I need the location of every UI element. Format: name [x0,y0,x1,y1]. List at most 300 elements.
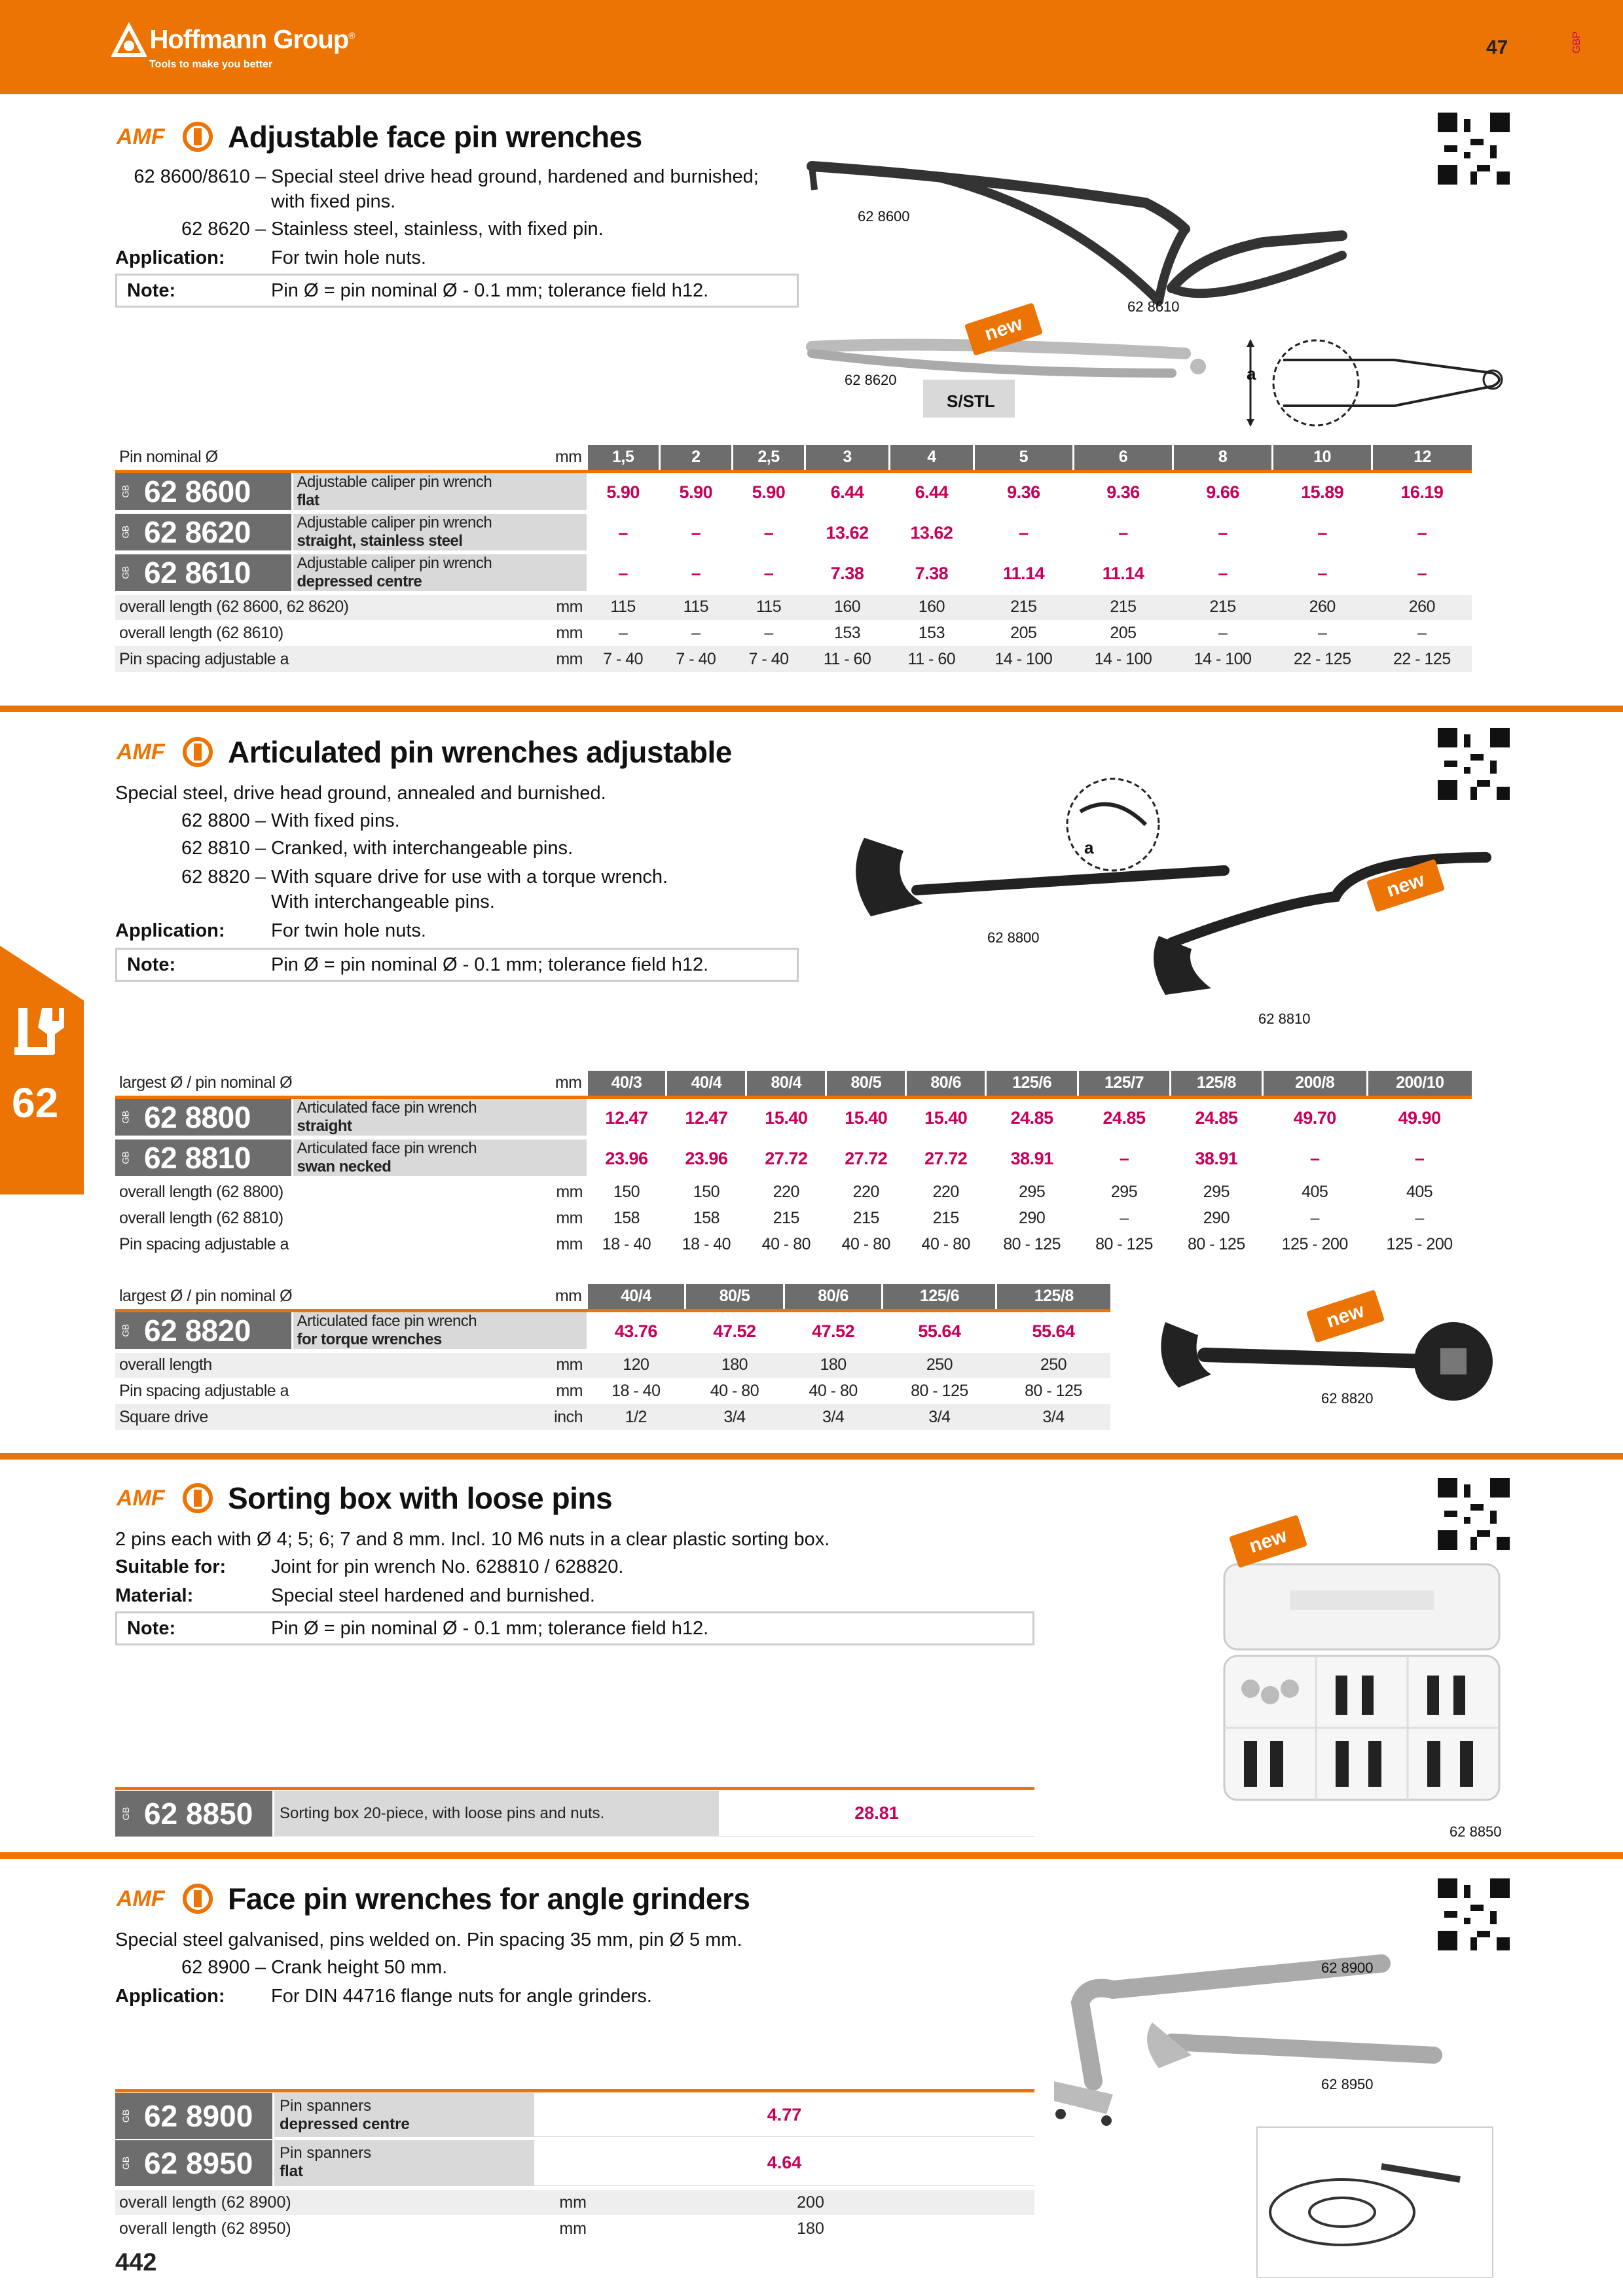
price: 27.72 [906,1138,986,1179]
spec-value: 80 - 125 [1025,1381,1082,1400]
spec-row [115,1404,1110,1430]
col-header: 200/10 [1367,1071,1472,1097]
application-text: For twin hole nuts. [271,920,426,941]
product-row [115,512,1472,553]
spec-value: 290 [1203,1208,1230,1227]
caption: 62 8850 [1450,1823,1502,1840]
col-header: 125/6 [986,1071,1078,1097]
line-num: 62 8800 – [181,810,266,831]
spec-label: Pin spacing adjustable a [115,646,534,672]
intro-text: Special steel galvanised, pins welded on. Pin spacing 35 mm, pin Ø 5 mm. [115,1929,742,1950]
line-text: Crank height 50 mm. [271,1957,448,1978]
spec-row [115,2190,1034,2215]
application-label: Application: [115,1986,225,2007]
intro-text: Special steel, drive head ground, annealed and burnished. [115,783,606,804]
brand-tagline: Tools to make you better [149,59,273,70]
col-header: 80/5 [685,1284,784,1310]
price: – [732,512,805,553]
spec-value: 115 [659,594,732,620]
col-header: 125/7 [1078,1071,1171,1097]
line-text: Cranked, with interchangeable pins. [271,838,574,859]
spec-value: 180 [784,1352,883,1378]
price: – [1173,553,1273,594]
line-text: With interchangeable pins. [271,891,495,912]
spec-value: 250 [883,1352,996,1378]
caption: 62 8600 [858,208,910,224]
header-bar [0,0,1623,94]
spec-value: 125 - 200 [1386,1234,1453,1253]
spec-value: 120 [587,1352,685,1378]
note-text: Pin Ø = pin nominal Ø - 0.1 mm; tolerance field h12. [271,280,709,301]
spec-unit: mm [556,1208,583,1227]
note-label: Note: [127,280,176,301]
price: 28.81 [854,1803,899,1823]
price: 38.91 [986,1138,1078,1179]
spec-value: 115 [587,594,659,620]
price: – [1273,553,1372,594]
section-title: Articulated pin wrenches adjustable [228,735,732,769]
price: – [587,512,659,553]
spec-value: – [1415,1208,1424,1227]
price: 24.85 [1170,1097,1262,1138]
brand-name: Hoffmann Group [149,25,349,54]
spec-value: 18 - 40 [602,1234,651,1253]
spec-label: overall length (62 8800) [119,1183,283,1202]
spec-value: 7 - 40 [659,646,732,672]
spec-label: overall length (62 8810) [119,1208,283,1227]
stainless-label: S/STL [947,391,995,411]
col-header: 1,5 [587,445,659,471]
price: 12.47 [666,1097,746,1138]
spec-unit: mm [556,1183,583,1202]
article-description: Adjustable caliper pin wrench flat [292,473,587,511]
product-row [115,471,1472,512]
line-text: With square drive for use with a torque wrench. [271,867,668,888]
chapter-number: 62 [12,1079,59,1126]
qr-code [1438,1478,1510,1550]
spec-value: 18 - 40 [611,1381,661,1400]
application-text: For twin hole nuts. [271,247,426,268]
col-header: 40/4 [587,1284,685,1310]
spec-value: 3/4 [784,1404,883,1430]
price: 23.96 [587,1138,666,1179]
spec-value: – [1120,1208,1129,1227]
article-description: Adjustable caliper pin wrench depressed centre [292,554,587,592]
price: 24.85 [986,1097,1078,1138]
article-number[interactable]: GB 62 8850 [115,1791,272,1837]
page-number-bottom: 442 [115,2249,157,2276]
table-top-rule [115,1787,1034,1790]
product-row [115,1138,1472,1179]
price: 47.52 [784,1310,883,1352]
spec-table [115,1071,1472,1257]
price: 4.77 [534,2093,1034,2137]
spec-value: 40 - 80 [710,1381,759,1400]
price: 16.19 [1372,471,1472,512]
spec-value: 215 [773,1208,799,1227]
caption: 62 8800 [987,929,1040,946]
article-number[interactable]: GB 62 8900 [115,2093,272,2139]
dimension-a: a [1247,364,1256,384]
price: 9.36 [1073,471,1173,512]
price: 6.44 [889,471,974,512]
spec-label: overall length (62 8600, 62 8620) [115,594,534,620]
spec-value: 18 - 40 [682,1234,731,1253]
spec-value: 180 [685,1352,784,1378]
article-number[interactable]: GB 62 8950 [115,2140,272,2186]
suitable-label: Suitable for: [115,1556,227,1577]
product-image-sorting-box [1218,1558,1506,1806]
price: 13.62 [889,512,974,553]
price: – [732,553,805,594]
price: 47.52 [685,1310,784,1352]
col-header: 10 [1273,445,1372,471]
col-header: 6 [1073,445,1173,471]
spec-value: 215 [852,1208,879,1227]
spec-value: 295 [1019,1183,1046,1202]
article-description: Articulated face pin wrench swan necked [292,1139,587,1177]
header-unit: mm [534,1071,587,1097]
section-title: Sorting box with loose pins [228,1481,613,1515]
price: – [659,553,732,594]
price: 38.91 [1170,1138,1262,1179]
spec-value: – [691,623,701,642]
spec-unit: mm [556,623,583,642]
spec-value: 260 [1273,594,1372,620]
spec-row [115,620,1472,646]
spec-value: 215 [974,594,1073,620]
header-unit: mm [534,1284,587,1310]
new-badge: new [1229,1515,1307,1568]
spec-value: 150 [613,1183,640,1202]
col-header: 80/6 [784,1284,883,1310]
application-text: For DIN 44716 flange nuts for angle grinders. [271,1986,652,2007]
new-badge: new [1306,1289,1385,1343]
spec-value: 11 - 60 [889,646,974,672]
note-label: Note: [127,954,176,975]
price: 11.14 [1073,553,1173,594]
col-header: 4 [889,445,974,471]
spec-value: 14 - 100 [974,646,1073,672]
intro-text: 2 pins each with Ø 4; 5; 6; 7 and 8 mm. Incl. 10 M6 nuts in a clear plastic sorting box. [115,1529,830,1550]
spec-label: Pin spacing adjustable a [119,1234,289,1253]
application-label: Application: [115,247,225,268]
line-num: 62 8820 – [181,867,266,888]
spec-value: – [1417,623,1427,642]
section-divider [0,706,1623,712]
price: 15.40 [746,1097,826,1138]
spec-value: 215 [1073,594,1173,620]
new-badge: new [964,302,1043,356]
spec-row [115,594,1472,620]
article-description: Pin spanners flat [272,2140,534,2186]
article-number[interactable]: GB 62 8620 [115,514,292,552]
note-text: Pin Ø = pin nominal Ø - 0.1 mm; tolerance field h12. [271,1618,709,1639]
hoffmann-logo-icon [111,22,147,58]
spec-value: 215 [932,1208,959,1227]
spec-value: 150 [693,1183,720,1202]
amf-logo-text: AMF [117,124,165,149]
price: – [1262,1138,1367,1179]
article-description: Pin spanners depressed centre [272,2093,534,2137]
spec-value: 153 [918,623,945,642]
price: 9.66 [1173,471,1273,512]
spec-value: 40 - 80 [761,1234,811,1253]
spec-value: 160 [805,594,890,620]
note-label: Note: [127,1618,176,1639]
price: 5.90 [587,471,659,512]
spec-value: – [618,623,628,642]
article-number[interactable]: GB 62 8810 [115,1139,292,1177]
spec-unit: mm [559,2219,587,2238]
spec-unit: mm [559,2193,587,2212]
caption: 62 8610 [1127,298,1180,315]
chapter-tab [0,946,84,1194]
hoffmann-logo: Hoffmann Group® Tools to make you better [111,22,356,71]
col-header: 2,5 [732,445,805,471]
price: 5.90 [732,471,805,512]
spec-value: 14 - 100 [1173,646,1273,672]
table-header-row [115,1284,1110,1310]
line-text: Special steel drive head ground, hardened and burnished; [271,166,759,187]
price: 15.40 [826,1097,906,1138]
spec-value: 158 [613,1208,640,1227]
caption: 62 8950 [1321,2076,1374,2092]
price: 23.96 [666,1138,746,1179]
spec-value: 200 [797,2193,824,2212]
product-row [115,1310,1110,1352]
spec-label: Square drive [115,1404,534,1430]
col-header: 12 [1372,445,1472,471]
col-header: 200/8 [1262,1071,1367,1097]
material-label: Material: [115,1585,194,1606]
price: – [587,553,659,594]
article-number[interactable]: GB 62 8800 [115,1099,292,1137]
section-title: Face pin wrenches for angle grinders [228,1882,750,1916]
price: 6.44 [805,471,890,512]
spec-value: 295 [1110,1183,1138,1202]
product-row [115,1791,1034,1837]
price: 15.89 [1273,471,1372,512]
spec-value: 3/4 [883,1404,996,1430]
spec-value: 405 [1302,1183,1328,1202]
spec-row [115,1378,1110,1404]
spec-value: 3/4 [996,1404,1110,1430]
col-header: 125/8 [996,1284,1110,1310]
spec-value: 3/4 [685,1404,784,1430]
spec-unit: mm [534,1352,587,1378]
product-row [115,2093,1034,2139]
line-num: 62 8900 – [181,1957,266,1978]
pin-spacing-diagram [1244,334,1519,432]
section-divider [0,1852,1623,1859]
note-text: Pin Ø = pin nominal Ø - 0.1 mm; tolerance field h12. [271,954,709,975]
col-header: 5 [974,445,1073,471]
price: 43.76 [587,1310,685,1352]
spec-value: 7 - 40 [732,646,805,672]
col-header: 3 [805,445,890,471]
spec-value: 220 [932,1183,959,1202]
spec-value: – [1317,623,1327,642]
new-badge: new [1366,859,1445,912]
price: – [1372,512,1472,553]
spec-label: overall length [115,1352,534,1378]
price: 27.72 [826,1138,906,1179]
product-row [115,1097,1472,1138]
table-header-row [115,445,1472,471]
spec-value: 160 [889,594,974,620]
amf-logo-text: AMF [117,1886,165,1911]
header-label: largest Ø / pin nominal Ø [115,1284,534,1310]
line-text: With fixed pins. [271,810,400,831]
dimension-a: a [1084,838,1094,857]
spec-row [115,2216,1034,2241]
col-header: 80/4 [746,1071,826,1097]
material-text: Special steel hardened and burnished. [271,1585,595,1606]
line-text: Stainless steel, stainless, with fixed pin. [271,219,604,240]
spec-value: 1/2 [587,1404,685,1430]
spec-label: overall length (62 8950) [119,2219,291,2238]
header-label: Pin nominal Ø [115,445,534,471]
price: – [1372,553,1472,594]
spec-value: 14 - 100 [1073,646,1173,672]
caption: 62 8900 [1321,1960,1374,1976]
spec-value: 40 - 80 [921,1234,970,1253]
col-header: 2 [659,445,732,471]
line-num: 62 8810 – [181,838,266,859]
qr-code [1438,113,1510,185]
spec-value: 40 - 80 [809,1381,858,1400]
spec-unit: mm [556,1381,583,1400]
amf-logo-text: AMF [117,1486,165,1511]
page-number-top: 47 [1486,37,1508,58]
application-label: Application: [115,920,225,941]
spec-value: 40 - 80 [841,1234,890,1253]
spec-value: 215 [1173,594,1273,620]
amf-logo-text: AMF [117,740,165,764]
price: 49.90 [1367,1097,1472,1138]
spec-value: 80 - 125 [1003,1234,1061,1253]
amf-logo [115,736,213,768]
spec-value: 153 [833,623,861,642]
amf-logo [115,120,213,153]
spec-value: 260 [1372,594,1472,620]
col-header: 80/6 [906,1071,986,1097]
spec-value: 80 - 125 [911,1381,968,1400]
spec-value: 80 - 125 [1188,1234,1245,1253]
suitable-text: Joint for pin wrench No. 628810 / 628820. [271,1556,624,1577]
spec-unit: mm [534,594,587,620]
spec-unit: mm [556,1234,583,1253]
amf-logo [115,1482,213,1515]
spec-table [115,445,1472,672]
spec-value: 22 - 125 [1372,646,1472,672]
line-text: with fixed pins. [271,191,396,212]
article-number[interactable]: GB 62 8820 [115,1312,292,1350]
spec-value: 205 [1110,623,1137,642]
spec-value: 125 - 200 [1281,1234,1348,1253]
price: 12.47 [587,1097,666,1138]
spec-row [115,1179,1472,1205]
price: – [974,512,1073,553]
col-header: 40/3 [587,1071,666,1097]
table-header-row [115,1071,1472,1097]
price: 13.62 [805,512,890,553]
col-header: 125/6 [883,1284,996,1310]
spec-value: 11 - 60 [805,646,890,672]
product-image-grinder-wrenches [1041,1924,1512,2278]
spec-value: – [1310,1208,1319,1227]
article-number[interactable]: GB 62 8600 [115,473,292,511]
price: 55.64 [883,1310,996,1352]
article-description: Sorting box 20-piece, with loose pins and nuts. [272,1791,719,1836]
line-num: 62 8600/8610 – [134,166,266,187]
spec-unit: mm [534,646,587,672]
spec-value: 295 [1203,1183,1230,1202]
spec-value: 290 [1019,1208,1046,1227]
product-row [115,2140,1034,2186]
price: – [659,512,732,553]
spec-value: 7 - 40 [587,646,659,672]
col-header: 125/8 [1170,1071,1262,1097]
article-description: Adjustable caliper pin wrench straight, stainless steel [292,514,587,552]
col-header: 40/4 [666,1071,746,1097]
spec-value: 250 [996,1352,1110,1378]
section-title: Adjustable face pin wrenches [228,120,642,154]
price: 5.90 [659,471,732,512]
spec-row [115,1205,1472,1231]
header-label: largest Ø / pin nominal Ø [115,1071,534,1097]
spec-label: Pin spacing adjustable a [119,1381,289,1400]
language-code: GBP [1571,31,1582,54]
price: – [1173,512,1273,553]
price: – [1367,1138,1472,1179]
spec-value: 220 [773,1183,799,1202]
spec-unit: inch [534,1404,587,1430]
col-header: 8 [1173,445,1273,471]
section-divider [0,1453,1623,1460]
spec-label: overall length (62 8900) [119,2193,291,2212]
spec-value: 80 - 125 [1095,1234,1153,1253]
spec-row [115,1231,1472,1257]
spec-value: 405 [1406,1183,1433,1202]
wrench-icon [13,1001,65,1060]
table-top-rule [115,2089,1034,2092]
price: – [1073,512,1173,553]
price: – [1273,512,1372,553]
article-description: Articulated face pin wrench straight [292,1099,587,1137]
article-description: Articulated face pin wrench for torque wrenches [292,1312,587,1350]
caption: 62 8810 [1258,1011,1311,1027]
price: 49.70 [1262,1097,1367,1138]
spec-value: 220 [852,1183,879,1202]
header-unit: mm [534,445,587,471]
price: 55.64 [996,1310,1110,1352]
caption: 62 8620 [845,372,897,388]
col-header: 80/5 [826,1071,906,1097]
product-row [115,553,1472,594]
spec-row [115,646,1472,672]
spec-value: 22 - 125 [1273,646,1372,672]
spec-value: 205 [1010,623,1037,642]
price: 4.64 [534,2140,1034,2186]
caption: 62 8820 [1321,1390,1374,1407]
line-num: 62 8620 – [181,219,266,240]
article-number[interactable]: GB 62 8610 [115,554,292,592]
price: 7.38 [805,553,890,594]
spec-value: 158 [693,1208,720,1227]
spec-value: – [764,623,773,642]
